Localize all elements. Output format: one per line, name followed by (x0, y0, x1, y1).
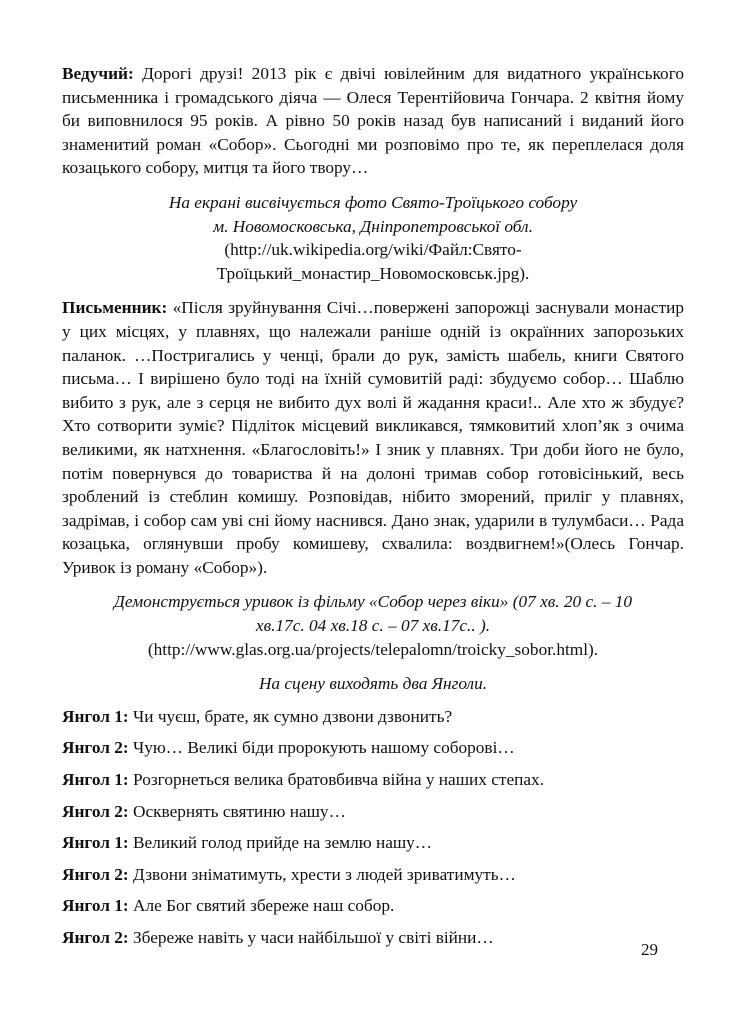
speaker-label: Янгол 1: (62, 896, 129, 916)
writer-text: «Після зруйнування Січі…повержені запорожці заснували монастир у цих місцях, у плавнях, що належали раніше одній із окраїнних запорозьких паланок. …Постригались у ченці, брали до рук, замість шабель, книги Святого письма… І вирішено було тоді на їхній сумовитій раді: збудуємо собор… Шаблю вибито з рук, але з серця не вибито дух волі й жадання краси!.. Але хто ж збудує? Хто сотворити зуміє? Підліток місцевий викликався, тямковитий хлоп’як з очима великими, як натхнення. «Благословіть!» І зник у плавнях. Три доби його не було, потім повернувся до товариства й на долоні тримав собор готовісінький, весь зроблений із стеблин комишу. Розповідав, нібито зморений, приліг у плавнях, задрімав, і собор сам уві сні йому наснився. Дано знак, ударили в тулумбаси… Рада козацька, оглянувши пробу комишеву, схвалила: воздвигнем!»(Олесь Гончар. Уривок із роману «Собор»). (62, 298, 685, 577)
dialogue-line (62, 926, 684, 950)
stage-direction-photo-line2: м. Новомосковська, Дніпропетровської обл. (213, 216, 533, 236)
dialogue-text: Дзвони зніматимуть, хрести з людей зриватимуть… (133, 864, 516, 884)
photo-url-line2: Троїцький_монастир_Новомосковськ.jpg). (216, 263, 530, 283)
page-number: 29 (641, 940, 658, 959)
dialogue-text: Осквернять святиню нашу… (133, 801, 346, 821)
film-url: (http://www.glas.org.ua/projects/telepalomn/troicky_sobor.html). (147, 639, 599, 659)
speaker-label: Янгол 1: (62, 706, 129, 726)
dialogue-line (62, 894, 684, 918)
dialogue-text: Розгорнеться велика братовбивча війна у наших степах. (133, 770, 545, 790)
speaker-label: Янгол 2: (62, 864, 129, 884)
intro-paragraph (62, 62, 684, 180)
stage-direction-film-line2: хв.17с. 04 хв.18 с. – 07 хв.17с.. ). (255, 616, 491, 636)
stage-direction-film-line1: Демонструється уривок із фільму «Собор через віки» (07 хв. 20 с. – 10 (113, 592, 633, 612)
dialogue-line (62, 831, 684, 855)
page-content (62, 62, 684, 958)
stage-direction-angels: На сцену виходять два Янголи. (258, 674, 488, 694)
dialogue (62, 705, 684, 950)
dialogue-line (62, 705, 684, 729)
dialogue-text: Чи чуєш, брате, як сумно дзвони дзвонить? (133, 706, 453, 726)
speaker-label: Янгол 2: (62, 738, 129, 758)
speaker-label: Янгол 1: (62, 833, 129, 853)
dialogue-line (62, 863, 684, 887)
stage-direction-photo-line1: На екрані висвічується фото Свято-Троїцького собору (168, 192, 578, 212)
speaker-label: Янгол 2: (62, 928, 129, 947)
speaker-label: Письменник: (62, 298, 168, 318)
speaker-label: Янгол 1: (62, 770, 129, 790)
dialogue-text: Збереже навіть у часи найбільшої у світі війни… (133, 928, 494, 947)
dialogue-line (62, 800, 684, 824)
photo-url-line1: (http://uk.wikipedia.org/wiki/Файл:Свято- (224, 240, 522, 260)
dialogue-text: Чую… Великі біди пророкують нашому соборові… (133, 738, 515, 758)
dialogue-line (62, 768, 684, 792)
dialogue-text: Великий голод прийде на землю нашу… (133, 833, 433, 853)
writer-paragraph (62, 296, 684, 579)
dialogue-text: Але Бог святий збереже наш собор. (133, 896, 395, 916)
speaker-label: Ведучий: (62, 64, 134, 83)
intro-text: Дорогі друзі! 2013 рік є двічі ювілейним для видатного українського письменника і громадського діяча — Олеся Терентійовича Гончара. 2 квітня йому би виповнилося 95 років. А рівно 50 років назад був написаний і виданий його знаменитий роман «Собор». Сьогодні ми розповімо про те, як переплелася доля козацького собору, митця та його твору… (62, 64, 684, 178)
dialogue-line (62, 736, 684, 760)
speaker-label: Янгол 2: (62, 801, 129, 821)
